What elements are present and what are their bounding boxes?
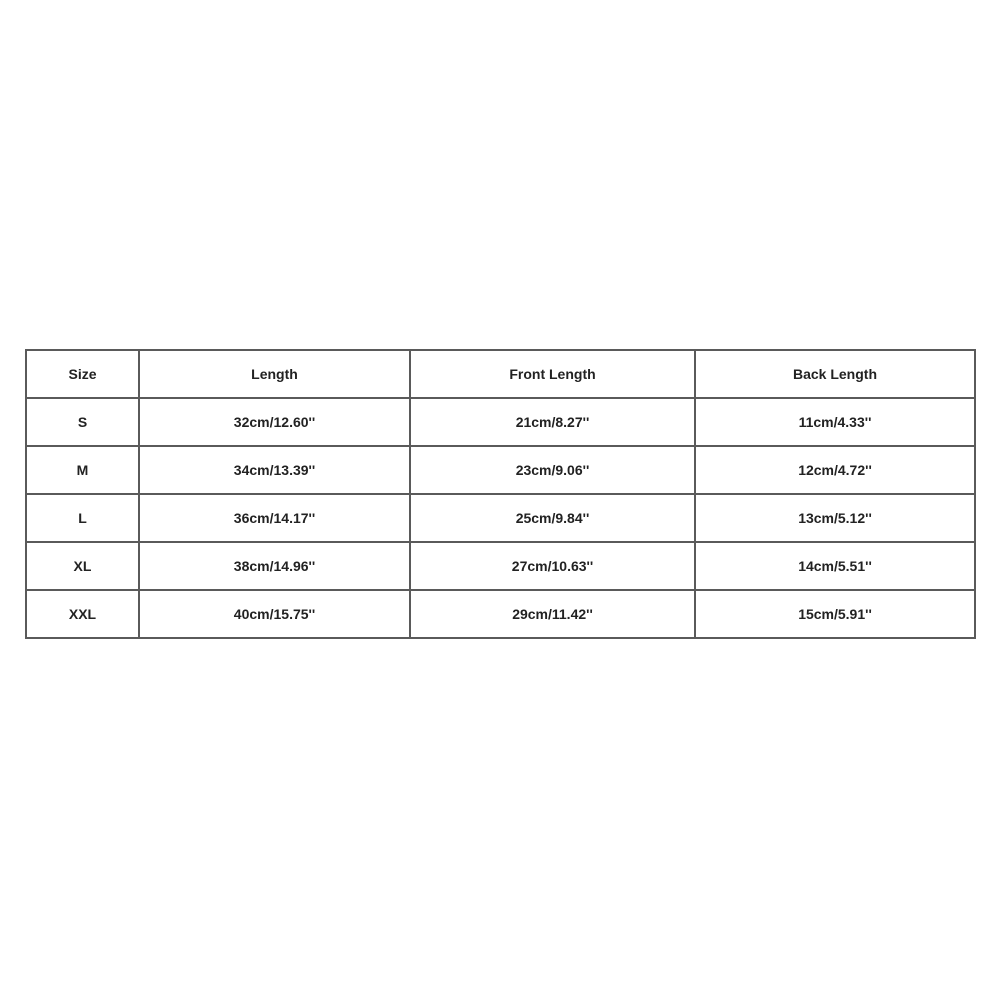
length-cell: 40cm/15.75'': [139, 590, 410, 638]
table-row: [26, 542, 975, 590]
back-length-cell: 15cm/5.91'': [695, 590, 975, 638]
header-row: [26, 350, 975, 398]
size-chart-body: [26, 398, 975, 638]
header-front-length: Front Length: [410, 350, 695, 398]
size-cell: XXL: [26, 590, 139, 638]
length-cell: 32cm/12.60'': [139, 398, 410, 446]
table-row: [26, 446, 975, 494]
size-cell: S: [26, 398, 139, 446]
front-length-cell: 21cm/8.27'': [410, 398, 695, 446]
header-size: Size: [26, 350, 139, 398]
header-back-length: Back Length: [695, 350, 975, 398]
table-row: [26, 494, 975, 542]
length-cell: 38cm/14.96'': [139, 542, 410, 590]
front-length-cell: 23cm/9.06'': [410, 446, 695, 494]
back-length-cell: 13cm/5.12'': [695, 494, 975, 542]
back-length-cell: 11cm/4.33'': [695, 398, 975, 446]
size-cell: L: [26, 494, 139, 542]
size-cell: XL: [26, 542, 139, 590]
size-chart-table: [25, 349, 976, 639]
back-length-cell: 12cm/4.72'': [695, 446, 975, 494]
length-cell: 36cm/14.17'': [139, 494, 410, 542]
table-row: [26, 590, 975, 638]
front-length-cell: 25cm/9.84'': [410, 494, 695, 542]
size-cell: M: [26, 446, 139, 494]
size-chart-header: [26, 350, 975, 398]
header-length: Length: [139, 350, 410, 398]
back-length-cell: 14cm/5.51'': [695, 542, 975, 590]
front-length-cell: 29cm/11.42'': [410, 590, 695, 638]
length-cell: 34cm/13.39'': [139, 446, 410, 494]
front-length-cell: 27cm/10.63'': [410, 542, 695, 590]
table-row: [26, 398, 975, 446]
